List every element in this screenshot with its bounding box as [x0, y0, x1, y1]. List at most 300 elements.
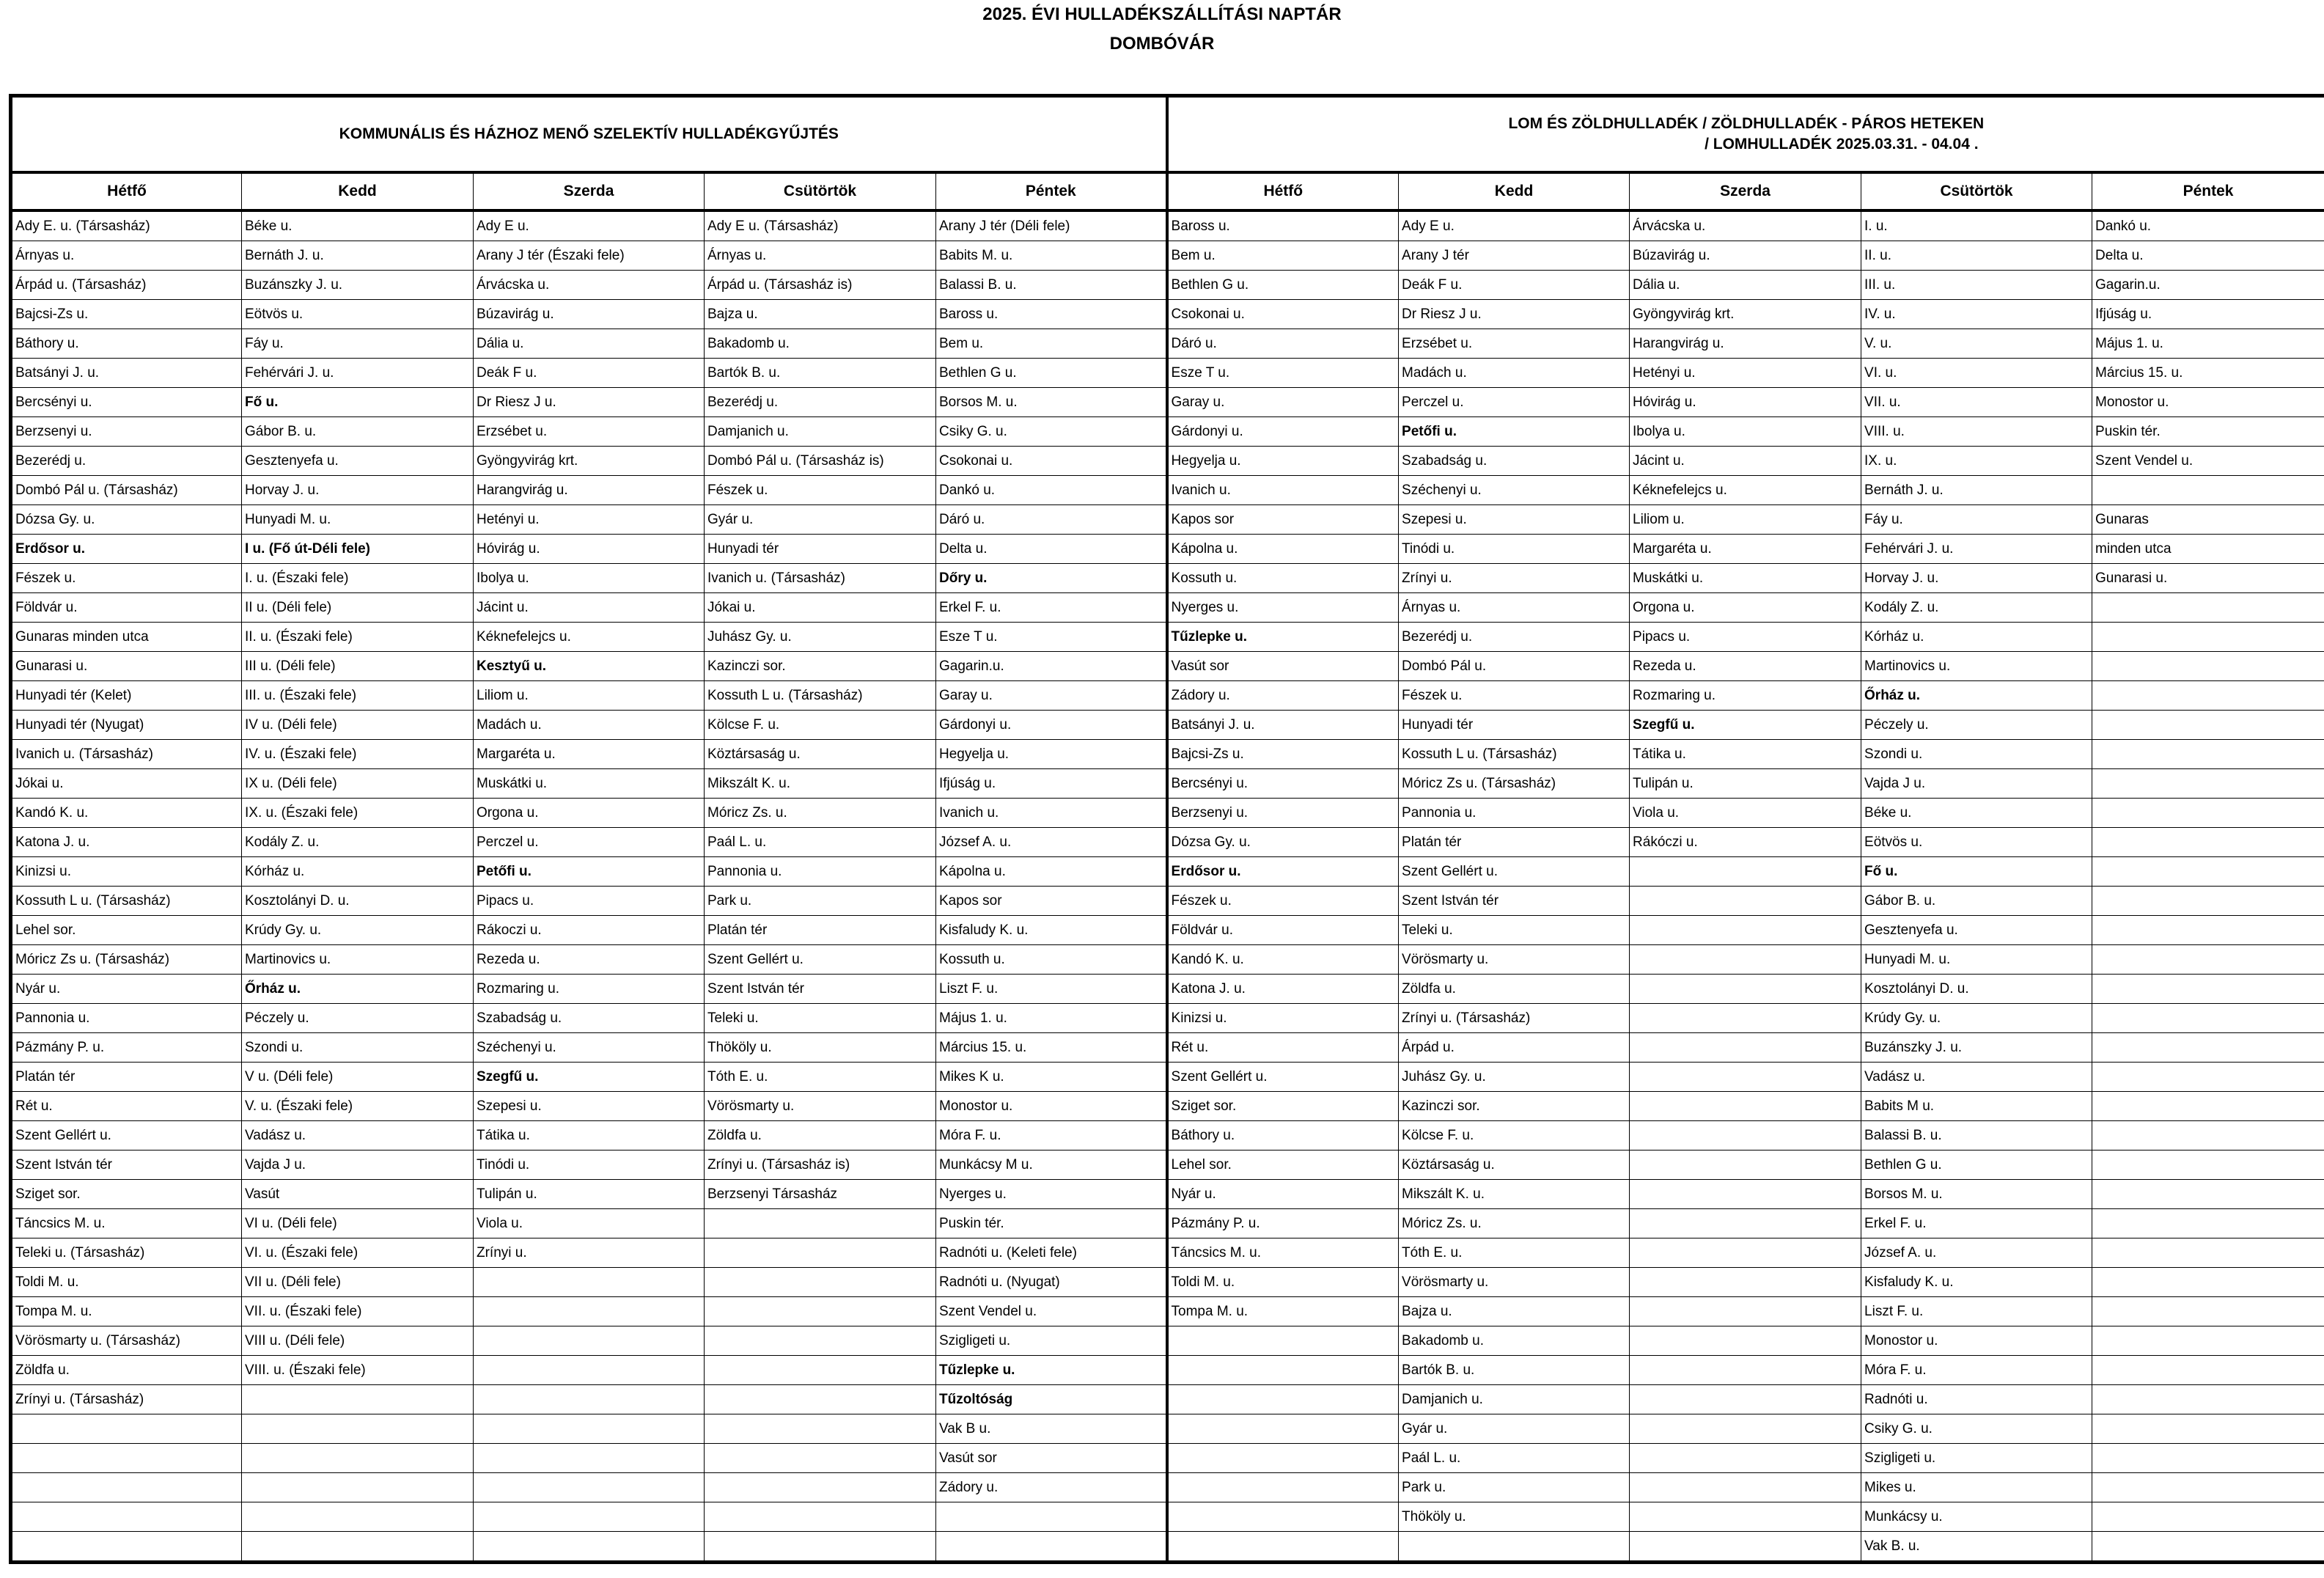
day-header: Szerda [1630, 172, 1861, 210]
street-cell: József A. u. [936, 827, 1167, 856]
table-row [11, 210, 2324, 241]
table-row [11, 944, 2324, 974]
street-cell [474, 1502, 705, 1531]
street-cell [242, 1414, 474, 1443]
street-cell: Pipacs u. [474, 886, 705, 915]
street-cell: Perczel u. [1399, 387, 1630, 416]
street-cell: Kapos sor [936, 886, 1167, 915]
street-cell: Sziget sor. [11, 1179, 242, 1208]
street-cell [2092, 1091, 2324, 1120]
street-cell: Kesztyű u. [474, 651, 705, 680]
table-row [11, 1208, 2324, 1238]
street-cell: Muskátki u. [474, 768, 705, 798]
street-cell: Fészek u. [1167, 886, 1399, 915]
street-cell: Bakadomb u. [705, 329, 936, 358]
street-cell [2092, 1238, 2324, 1267]
street-cell: Rozmaring u. [1630, 680, 1861, 710]
street-cell: Deák F u. [474, 358, 705, 387]
street-cell: Harangvirág u. [1630, 329, 1861, 358]
street-cell [1630, 944, 1861, 974]
street-cell: Szondi u. [242, 1032, 474, 1062]
street-cell: Bernáth J. u. [1861, 475, 2092, 504]
table-row [11, 241, 2324, 270]
street-cell: Tátika u. [1630, 739, 1861, 768]
street-cell: Thököly u. [1399, 1502, 1630, 1531]
day-header: Kedd [242, 172, 474, 210]
street-cell: Madách u. [474, 710, 705, 739]
street-cell [1630, 1003, 1861, 1032]
street-cell [1167, 1443, 1399, 1472]
street-cell: Vak B. u. [1861, 1531, 2092, 1562]
day-header: Hétfő [1167, 172, 1399, 210]
street-cell: Kosztolányi D. u. [242, 886, 474, 915]
street-cell: Radnóti u. [1861, 1384, 2092, 1414]
street-cell: Vasút sor [1167, 651, 1399, 680]
street-cell: Berzsenyi u. [1167, 798, 1399, 827]
street-cell: III. u. [1861, 270, 2092, 299]
street-cell: Báthory u. [1167, 1120, 1399, 1150]
street-cell [1630, 1179, 1861, 1208]
street-cell: IV. u. [1861, 299, 2092, 329]
street-cell: Őrház u. [1861, 680, 2092, 710]
street-cell: Baross u. [1167, 210, 1399, 241]
street-cell: V. u. (Északi fele) [242, 1091, 474, 1120]
street-cell [705, 1443, 936, 1472]
street-cell [2092, 1208, 2324, 1238]
street-cell: Pázmány P. u. [11, 1032, 242, 1062]
street-cell: Berzsenyi Társasház [705, 1179, 936, 1208]
street-cell: Árnyas u. [1399, 592, 1630, 622]
street-cell: Margaréta u. [474, 739, 705, 768]
street-cell: Rét u. [11, 1091, 242, 1120]
street-cell: Vörösmarty u. [1399, 944, 1630, 974]
street-cell: Hetényi u. [1630, 358, 1861, 387]
street-cell: Sziget sor. [1167, 1091, 1399, 1120]
table-row [11, 329, 2324, 358]
street-cell: Ady E u. (Társasház) [705, 210, 936, 241]
table-row [11, 446, 2324, 475]
street-cell [1630, 1238, 1861, 1267]
table-row [11, 710, 2324, 739]
street-cell: Kölcse F. u. [705, 710, 936, 739]
street-cell: Dőry u. [936, 563, 1167, 592]
street-cell: Rákoczi u. [474, 915, 705, 944]
street-cell: Csiky G. u. [1861, 1414, 2092, 1443]
street-cell: Mikszált K. u. [1399, 1179, 1630, 1208]
street-cell [242, 1384, 474, 1414]
street-cell: Zádory u. [1167, 680, 1399, 710]
street-cell: Tűzlepke u. [936, 1355, 1167, 1384]
street-cell: IX. u. (Északi fele) [242, 798, 474, 827]
street-cell: Lehel sor. [1167, 1150, 1399, 1179]
street-cell: Radnóti u. (Nyugat) [936, 1267, 1167, 1296]
street-cell [474, 1326, 705, 1355]
street-cell: Jácint u. [474, 592, 705, 622]
street-cell [474, 1296, 705, 1326]
street-cell [2092, 1032, 2324, 1062]
street-cell [11, 1502, 242, 1531]
street-cell: Kinizsi u. [11, 856, 242, 886]
street-cell: Bercsényi u. [1167, 768, 1399, 798]
table-row [11, 680, 2324, 710]
street-cell: Horvay J. u. [242, 475, 474, 504]
street-cell: Ady E. u. (Társasház) [11, 210, 242, 241]
street-cell: Széchenyi u. [1399, 475, 1630, 504]
street-cell: Toldi M. u. [11, 1267, 242, 1296]
street-cell: Béke u. [1861, 798, 2092, 827]
street-cell: Mikes K u. [936, 1062, 1167, 1091]
street-cell: Jókai u. [705, 592, 936, 622]
document-title: 2025. ÉVI HULLADÉKSZÁLLÍTÁSI NAPTÁR [982, 4, 1342, 24]
table-row [11, 622, 2324, 651]
street-cell: Táncsics M. u. [11, 1208, 242, 1238]
street-cell [1630, 1296, 1861, 1326]
street-cell: Babits M u. [1861, 1091, 2092, 1120]
group-header-bulky-green-line1: LOM ÉS ZÖLDHULLADÉK / ZÖLDHULLADÉK - PÁROS HETEKEN [1508, 114, 1985, 132]
street-cell: Szent István tér [1399, 886, 1630, 915]
table-row [11, 1238, 2324, 1267]
street-cell: Báthory u. [11, 329, 242, 358]
street-cell: Széchenyi u. [474, 1032, 705, 1062]
group-header-bulky-green-text [1508, 114, 1984, 155]
street-cell: Búzavirág u. [1630, 241, 1861, 270]
street-cell [1630, 1472, 1861, 1502]
street-cell: Katona J. u. [11, 827, 242, 856]
street-cell [2092, 944, 2324, 974]
street-cell: Vörösmarty u. [1399, 1267, 1630, 1296]
street-cell: II. u. (Északi fele) [242, 622, 474, 651]
street-cell: Dália u. [474, 329, 705, 358]
street-cell [2092, 710, 2324, 739]
day-header: Péntek [2092, 172, 2324, 210]
street-cell [2092, 1502, 2324, 1531]
street-cell: Madách u. [1399, 358, 1630, 387]
street-cell: Mikszált K. u. [705, 768, 936, 798]
street-cell [2092, 622, 2324, 651]
street-cell: Hunyadi tér (Nyugat) [11, 710, 242, 739]
street-cell: IX. u. [1861, 446, 2092, 475]
street-cell [936, 1502, 1167, 1531]
street-cell: Béke u. [242, 210, 474, 241]
street-cell: Eötvös u. [242, 299, 474, 329]
street-cell: Perczel u. [474, 827, 705, 856]
street-cell: Rákóczi u. [1630, 827, 1861, 856]
street-cell: Gyár u. [705, 504, 936, 534]
street-cell: Nyár u. [1167, 1179, 1399, 1208]
street-cell: Bakadomb u. [1399, 1326, 1630, 1355]
street-cell: Kórház u. [1861, 622, 2092, 651]
street-cell: Vajda J u. [1861, 768, 2092, 798]
document-subtitle: DOMBÓVÁR [1109, 34, 1215, 54]
street-cell [705, 1326, 936, 1355]
street-cell: Kórház u. [242, 856, 474, 886]
street-cell: Deák F u. [1399, 270, 1630, 299]
street-cell: Árvácska u. [474, 270, 705, 299]
street-cell: Szigligeti u. [1861, 1443, 2092, 1472]
table-row [11, 1150, 2324, 1179]
street-cell: Petőfi u. [1399, 416, 1630, 446]
street-cell: Fészek u. [705, 475, 936, 504]
table-row [11, 1267, 2324, 1296]
day-header: Péntek [936, 172, 1167, 210]
street-cell: Bezerédj u. [1399, 622, 1630, 651]
street-cell: V. u. [1861, 329, 2092, 358]
street-cell [474, 1531, 705, 1562]
street-cell: Balassi B. u. [936, 270, 1167, 299]
table-row [11, 915, 2324, 944]
street-cell: Esze T u. [936, 622, 1167, 651]
street-cell: Borsos M. u. [1861, 1179, 2092, 1208]
street-cell: Orgona u. [1630, 592, 1861, 622]
street-cell: Bem u. [936, 329, 1167, 358]
street-cell [1630, 1120, 1861, 1150]
street-cell: Kossuth u. [936, 944, 1167, 974]
street-cell: VI. u. [1861, 358, 2092, 387]
street-cell: Arany J tér (Déli fele) [936, 210, 1167, 241]
street-cell: Gunarasi u. [2092, 563, 2324, 592]
street-cell: Harangvirág u. [474, 475, 705, 504]
street-cell: Tűzlepke u. [1167, 622, 1399, 651]
street-cell: Munkácsy M u. [936, 1150, 1167, 1179]
street-cell: Szabadság u. [1399, 446, 1630, 475]
street-cell: Móricz Zs. u. [1399, 1208, 1630, 1238]
street-cell: Arany J tér (Északi fele) [474, 241, 705, 270]
street-cell: Árpád u. (Társasház) [11, 270, 242, 299]
street-cell: Monostor u. [936, 1091, 1167, 1120]
street-cell: Viola u. [474, 1208, 705, 1238]
street-cell: Szepesi u. [1399, 504, 1630, 534]
street-cell: Hunyadi tér (Kelet) [11, 680, 242, 710]
street-cell: Monostor u. [1861, 1326, 2092, 1355]
street-cell: Hunyadi tér [1399, 710, 1630, 739]
street-cell: III. u. (Északi fele) [242, 680, 474, 710]
table-row [11, 592, 2324, 622]
street-cell: Delta u. [936, 534, 1167, 563]
street-cell: Pannonia u. [11, 1003, 242, 1032]
street-cell: Földvár u. [11, 592, 242, 622]
street-cell [2092, 1355, 2324, 1384]
street-cell [474, 1355, 705, 1384]
street-cell: Kéknefelejcs u. [1630, 475, 1861, 504]
street-cell: Vörösmarty u. (Társasház) [11, 1326, 242, 1355]
street-cell: Kisfaludy K. u. [936, 915, 1167, 944]
street-cell [2092, 1062, 2324, 1091]
street-cell: Zrínyi u. (Társasház) [11, 1384, 242, 1414]
street-cell: Jókai u. [11, 768, 242, 798]
street-cell: V u. (Déli fele) [242, 1062, 474, 1091]
street-cell: II u. (Déli fele) [242, 592, 474, 622]
street-cell: IV u. (Déli fele) [242, 710, 474, 739]
street-cell: Teleki u. [705, 1003, 936, 1032]
street-cell [242, 1472, 474, 1502]
street-cell: Erkel F. u. [936, 592, 1167, 622]
street-cell: Árvácska u. [1630, 210, 1861, 241]
street-cell [2092, 1179, 2324, 1208]
street-cell [2092, 1120, 2324, 1150]
street-cell: Zöldfa u. [1399, 974, 1630, 1003]
street-cell: Pázmány P. u. [1167, 1208, 1399, 1238]
street-cell: Csokonai u. [1167, 299, 1399, 329]
street-cell: Zrínyi u. (Társasház is) [705, 1150, 936, 1179]
street-cell: Muskátki u. [1630, 563, 1861, 592]
street-cell [2092, 798, 2324, 827]
street-cell [2092, 1384, 2324, 1414]
schedule-body [11, 210, 2324, 1563]
street-cell [705, 1238, 936, 1267]
street-cell [1630, 1414, 1861, 1443]
street-cell: Kossuth u. [1167, 563, 1399, 592]
street-cell [1167, 1531, 1399, 1562]
street-cell: Bajza u. [705, 299, 936, 329]
street-cell [2092, 1443, 2324, 1472]
street-cell: Liszt F. u. [936, 974, 1167, 1003]
street-cell: Kisfaludy K. u. [1861, 1267, 2092, 1296]
street-cell: Szabadság u. [474, 1003, 705, 1032]
street-cell: Gunaras minden utca [11, 622, 242, 651]
street-cell: Gárdonyi u. [936, 710, 1167, 739]
street-cell: VIII u. (Déli fele) [242, 1326, 474, 1355]
street-cell [474, 1414, 705, 1443]
table-row [11, 1502, 2324, 1531]
table-row [11, 651, 2324, 680]
street-cell: Gagarin.u. [2092, 270, 2324, 299]
street-cell: Krúdy Gy. u. [242, 915, 474, 944]
street-cell: Vasút sor [936, 1443, 1167, 1472]
street-cell [11, 1531, 242, 1562]
street-cell: Március 15. u. [936, 1032, 1167, 1062]
street-cell: Zádory u. [936, 1472, 1167, 1502]
street-cell: Dombó Pál u. (Társasház) [11, 475, 242, 504]
table-row [11, 563, 2324, 592]
street-cell: Ibolya u. [474, 563, 705, 592]
street-cell: Fáy u. [1861, 504, 2092, 534]
street-cell: Bethlen G u. [936, 358, 1167, 387]
street-cell: Kossuth L u. (Társasház) [11, 886, 242, 915]
street-cell: Bezerédj u. [705, 387, 936, 416]
street-cell: Paál L. u. [1399, 1443, 1630, 1472]
street-cell: Dr Riesz J u. [1399, 299, 1630, 329]
street-cell: József A. u. [1861, 1238, 2092, 1267]
street-cell [2092, 886, 2324, 915]
table-row [11, 1472, 2324, 1502]
street-cell [2092, 739, 2324, 768]
street-cell [1630, 1443, 1861, 1472]
street-cell [1630, 1062, 1861, 1091]
street-cell [705, 1502, 936, 1531]
street-cell: Árnyas u. [705, 241, 936, 270]
street-cell [2092, 1472, 2324, 1502]
street-cell: Platán tér [705, 915, 936, 944]
table-row [11, 1179, 2324, 1208]
street-cell: Kápolna u. [936, 856, 1167, 886]
street-cell [1630, 1150, 1861, 1179]
street-cell: Hóvirág u. [1630, 387, 1861, 416]
street-cell: Szegfű u. [1630, 710, 1861, 739]
street-cell: Pannonia u. [1399, 798, 1630, 827]
street-cell: Zöldfa u. [705, 1120, 936, 1150]
street-cell: Tompa M. u. [11, 1296, 242, 1326]
street-cell [705, 1472, 936, 1502]
street-cell: Martinovics u. [1861, 651, 2092, 680]
street-cell [1167, 1502, 1399, 1531]
street-cell [1167, 1472, 1399, 1502]
street-cell: Rezeda u. [474, 944, 705, 974]
street-cell: Bercsényi u. [11, 387, 242, 416]
street-cell: Gárdonyi u. [1167, 416, 1399, 446]
street-cell: Bajcsi-Zs u. [11, 299, 242, 329]
street-cell: Szent Gellért u. [1167, 1062, 1399, 1091]
street-cell: Bartók B. u. [1399, 1355, 1630, 1384]
street-cell: Fészek u. [11, 563, 242, 592]
street-cell: Baross u. [936, 299, 1167, 329]
street-cell [11, 1443, 242, 1472]
street-cell [2092, 827, 2324, 856]
street-cell: IV. u. (Északi fele) [242, 739, 474, 768]
street-cell: Fehérvári J. u. [1861, 534, 2092, 563]
table-row [11, 1443, 2324, 1472]
street-cell: Kinizsi u. [1167, 1003, 1399, 1032]
street-cell: Kéknefelejcs u. [474, 622, 705, 651]
street-cell: Liszt F. u. [1861, 1296, 2092, 1326]
table-row [11, 827, 2324, 856]
street-cell: Dombó Pál u. (Társasház is) [705, 446, 936, 475]
street-cell: Földvár u. [1167, 915, 1399, 944]
street-cell: II. u. [1861, 241, 2092, 270]
table-row [11, 886, 2324, 915]
street-cell: Liliom u. [474, 680, 705, 710]
street-cell: Lehel sor. [11, 915, 242, 944]
street-cell [1399, 1531, 1630, 1562]
street-cell: Jácint u. [1630, 446, 1861, 475]
street-cell: Park u. [705, 886, 936, 915]
street-cell: Ivanich u. (Társasház) [705, 563, 936, 592]
title-block [0, 0, 2324, 59]
street-cell [1167, 1326, 1399, 1355]
street-cell: Gábor B. u. [242, 416, 474, 446]
street-cell: Erdősor u. [11, 534, 242, 563]
street-cell: Szegfű u. [474, 1062, 705, 1091]
street-cell: Ivanich u. [1167, 475, 1399, 504]
street-cell: VI. u. (Északi fele) [242, 1238, 474, 1267]
table-row [11, 974, 2324, 1003]
street-cell: Gyöngyvirág krt. [1630, 299, 1861, 329]
street-cell: Móricz Zs u. (Társasház) [1399, 768, 1630, 798]
street-cell: Vörösmarty u. [705, 1091, 936, 1120]
street-cell: Dankó u. [936, 475, 1167, 504]
day-header: Csütörtök [705, 172, 936, 210]
street-cell: Tinódi u. [1399, 534, 1630, 563]
street-cell: Fő u. [242, 387, 474, 416]
street-cell: Dáró u. [936, 504, 1167, 534]
street-cell: Horvay J. u. [1861, 563, 2092, 592]
street-cell: Dáró u. [1167, 329, 1399, 358]
street-cell: Fő u. [1861, 856, 2092, 886]
street-cell: VII. u. [1861, 387, 2092, 416]
street-cell: Toldi M. u. [1167, 1267, 1399, 1296]
street-cell: Móricz Zs. u. [705, 798, 936, 827]
street-cell [1630, 856, 1861, 886]
street-cell [1630, 1384, 1861, 1414]
street-cell: Tűzoltóság [936, 1384, 1167, 1414]
street-cell: Ibolya u. [1630, 416, 1861, 446]
street-cell: Dombó Pál u. [1399, 651, 1630, 680]
street-cell: Erkel F. u. [1861, 1208, 2092, 1238]
street-cell: Teleki u. (Társasház) [11, 1238, 242, 1267]
street-cell: VI u. (Déli fele) [242, 1208, 474, 1238]
street-cell: Árpád u. (Társasház is) [705, 270, 936, 299]
table-row [11, 534, 2324, 563]
street-cell [705, 1267, 936, 1296]
